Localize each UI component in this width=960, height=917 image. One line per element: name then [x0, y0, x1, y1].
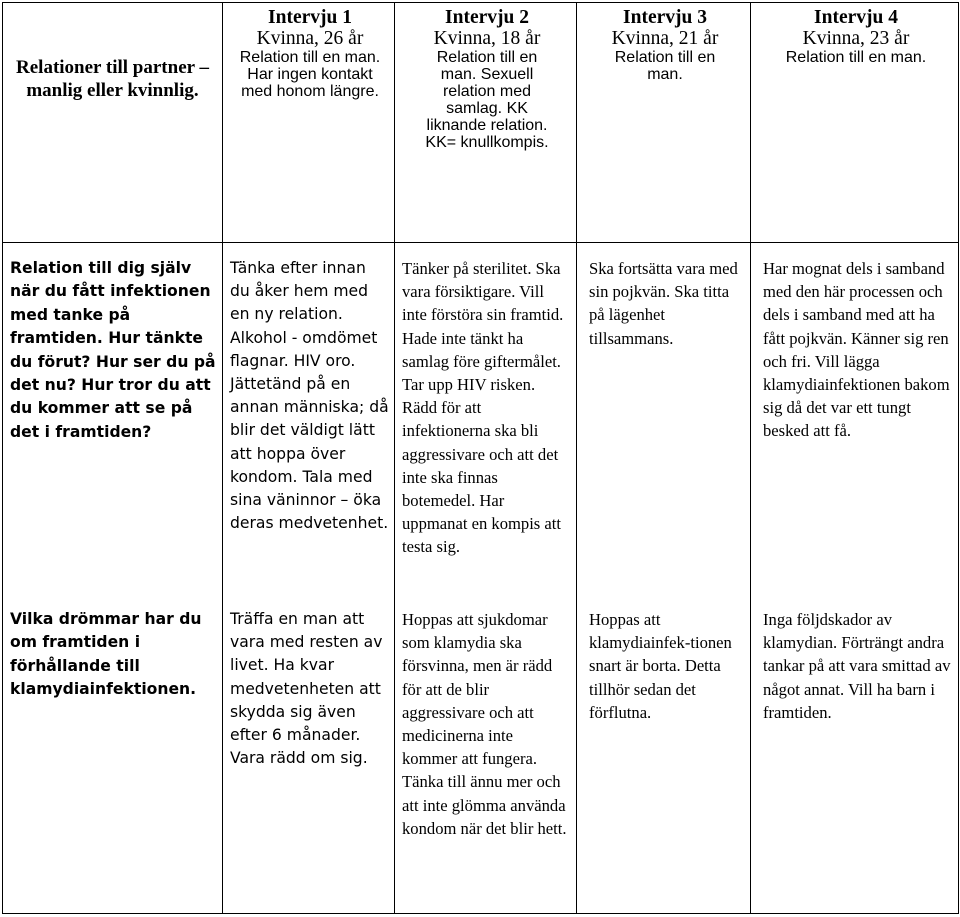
interview-3-relation: Relation till en man. — [614, 49, 716, 83]
row-label: Relationer till partner – manlig eller kvinnlig. — [16, 57, 209, 101]
interview-2-title: Intervju 2 — [445, 7, 529, 28]
interview-4-subtitle: Kvinna, 23 år — [802, 28, 910, 49]
interview-1-relation: Relation till en man. Har ingen kontakt med honom längre. — [239, 49, 381, 100]
header-row — [3, 3, 959, 243]
interview-4-answers — [751, 243, 959, 914]
interview-3-title: Intervju 3 — [623, 7, 707, 28]
interview-3-answers — [577, 243, 751, 914]
interview-1-answers — [223, 243, 395, 914]
interview-1-subtitle: Kvinna, 26 år — [256, 28, 364, 49]
interview-3-answer-2: Hoppas att klamydiainfek-tionen snart är borta. Detta tillhör sedan det förflutna. — [589, 610, 732, 722]
interview-3-subtitle: Kvinna, 21 år — [611, 28, 719, 49]
body-row — [3, 243, 959, 914]
interview-1-answer-2: Träffa en man att vara med resten av livet. Ha kvar medvetenheten att skydda sig även efter 6 månader. Vara rädd om sig. — [230, 610, 383, 768]
interview-1-title: Intervju 1 — [268, 7, 352, 28]
interview-2-answers — [395, 243, 577, 914]
interview-2-subtitle: Kvinna, 18 år — [433, 28, 541, 49]
interview-1-header — [223, 3, 395, 243]
header-row-label-cell — [3, 3, 223, 243]
question-cell — [3, 243, 223, 914]
interview-4-answer-2: Inga följdskador av klamydian. Förträngt andra tankar på att vara smittad av något annat. Vill ha barn i framtiden. — [763, 610, 951, 722]
interview-4-title: Intervju 4 — [814, 7, 898, 28]
interview-2-answer-1: Tänker på sterilitet. Ska vara försiktigare. Vill inte förstöra sin framtid. Hade inte tänkt ha samlag före giftermålet. Tar upp HIV risken. Rädd för att infektionerna ska bli aggressivare och att det inte ska finnas botemedel. Har uppmanat en kompis att testa sig. — [402, 259, 564, 557]
interview-2-answer-2: Hoppas att sjukdomar som klamydia ska försvinna, men är rädd för att de blir aggressivare och att medicinerna inte kommer att fungera. Tänka till ännu mer och att inte glömma använda kondom när det blir hett. — [402, 610, 567, 838]
interview-3-header — [577, 3, 751, 243]
interview-4-relation: Relation till en man. — [785, 49, 927, 66]
interview-4-answer-1: Har mognat dels i samband med den här processen och dels i samband med att ha fått pojkvän. Känner sig ren och fri. Vill lägga klamydiainfektionen bakom sig då det var ett tungt besked att få. — [763, 259, 950, 441]
question-2: Vilka drömmar har du om framtiden i förhållande till klamydiainfektionen. — [10, 610, 202, 699]
interview-2-header — [395, 3, 577, 243]
interview-3-answer-1: Ska fortsätta vara med sin pojkvän. Ska titta på lägenhet tillsammans. — [589, 259, 738, 348]
interview-1-answer-1: Tänka efter innan du åker hem med en ny relation. Alkohol - omdömet flagnar. HIV oro. Jättetänd på en annan människa; då blir det väldigt lätt att hoppa över kondom. Tala med sina väninnor – öka deras medvetenhet. — [230, 259, 389, 533]
interview-2-relation: Relation till en man. Sexuell relation med samlag. KK liknande relation. KK= knullkompis. — [425, 49, 549, 151]
question-1: Relation till dig själv när du fått infektionen med tanke på framtiden. Hur tänkte du förut? Hur ser du på det nu? Hur tror du att du kommer att se på det i framtiden? — [10, 259, 216, 441]
interview-4-header — [751, 3, 959, 243]
interview-table — [2, 2, 959, 914]
